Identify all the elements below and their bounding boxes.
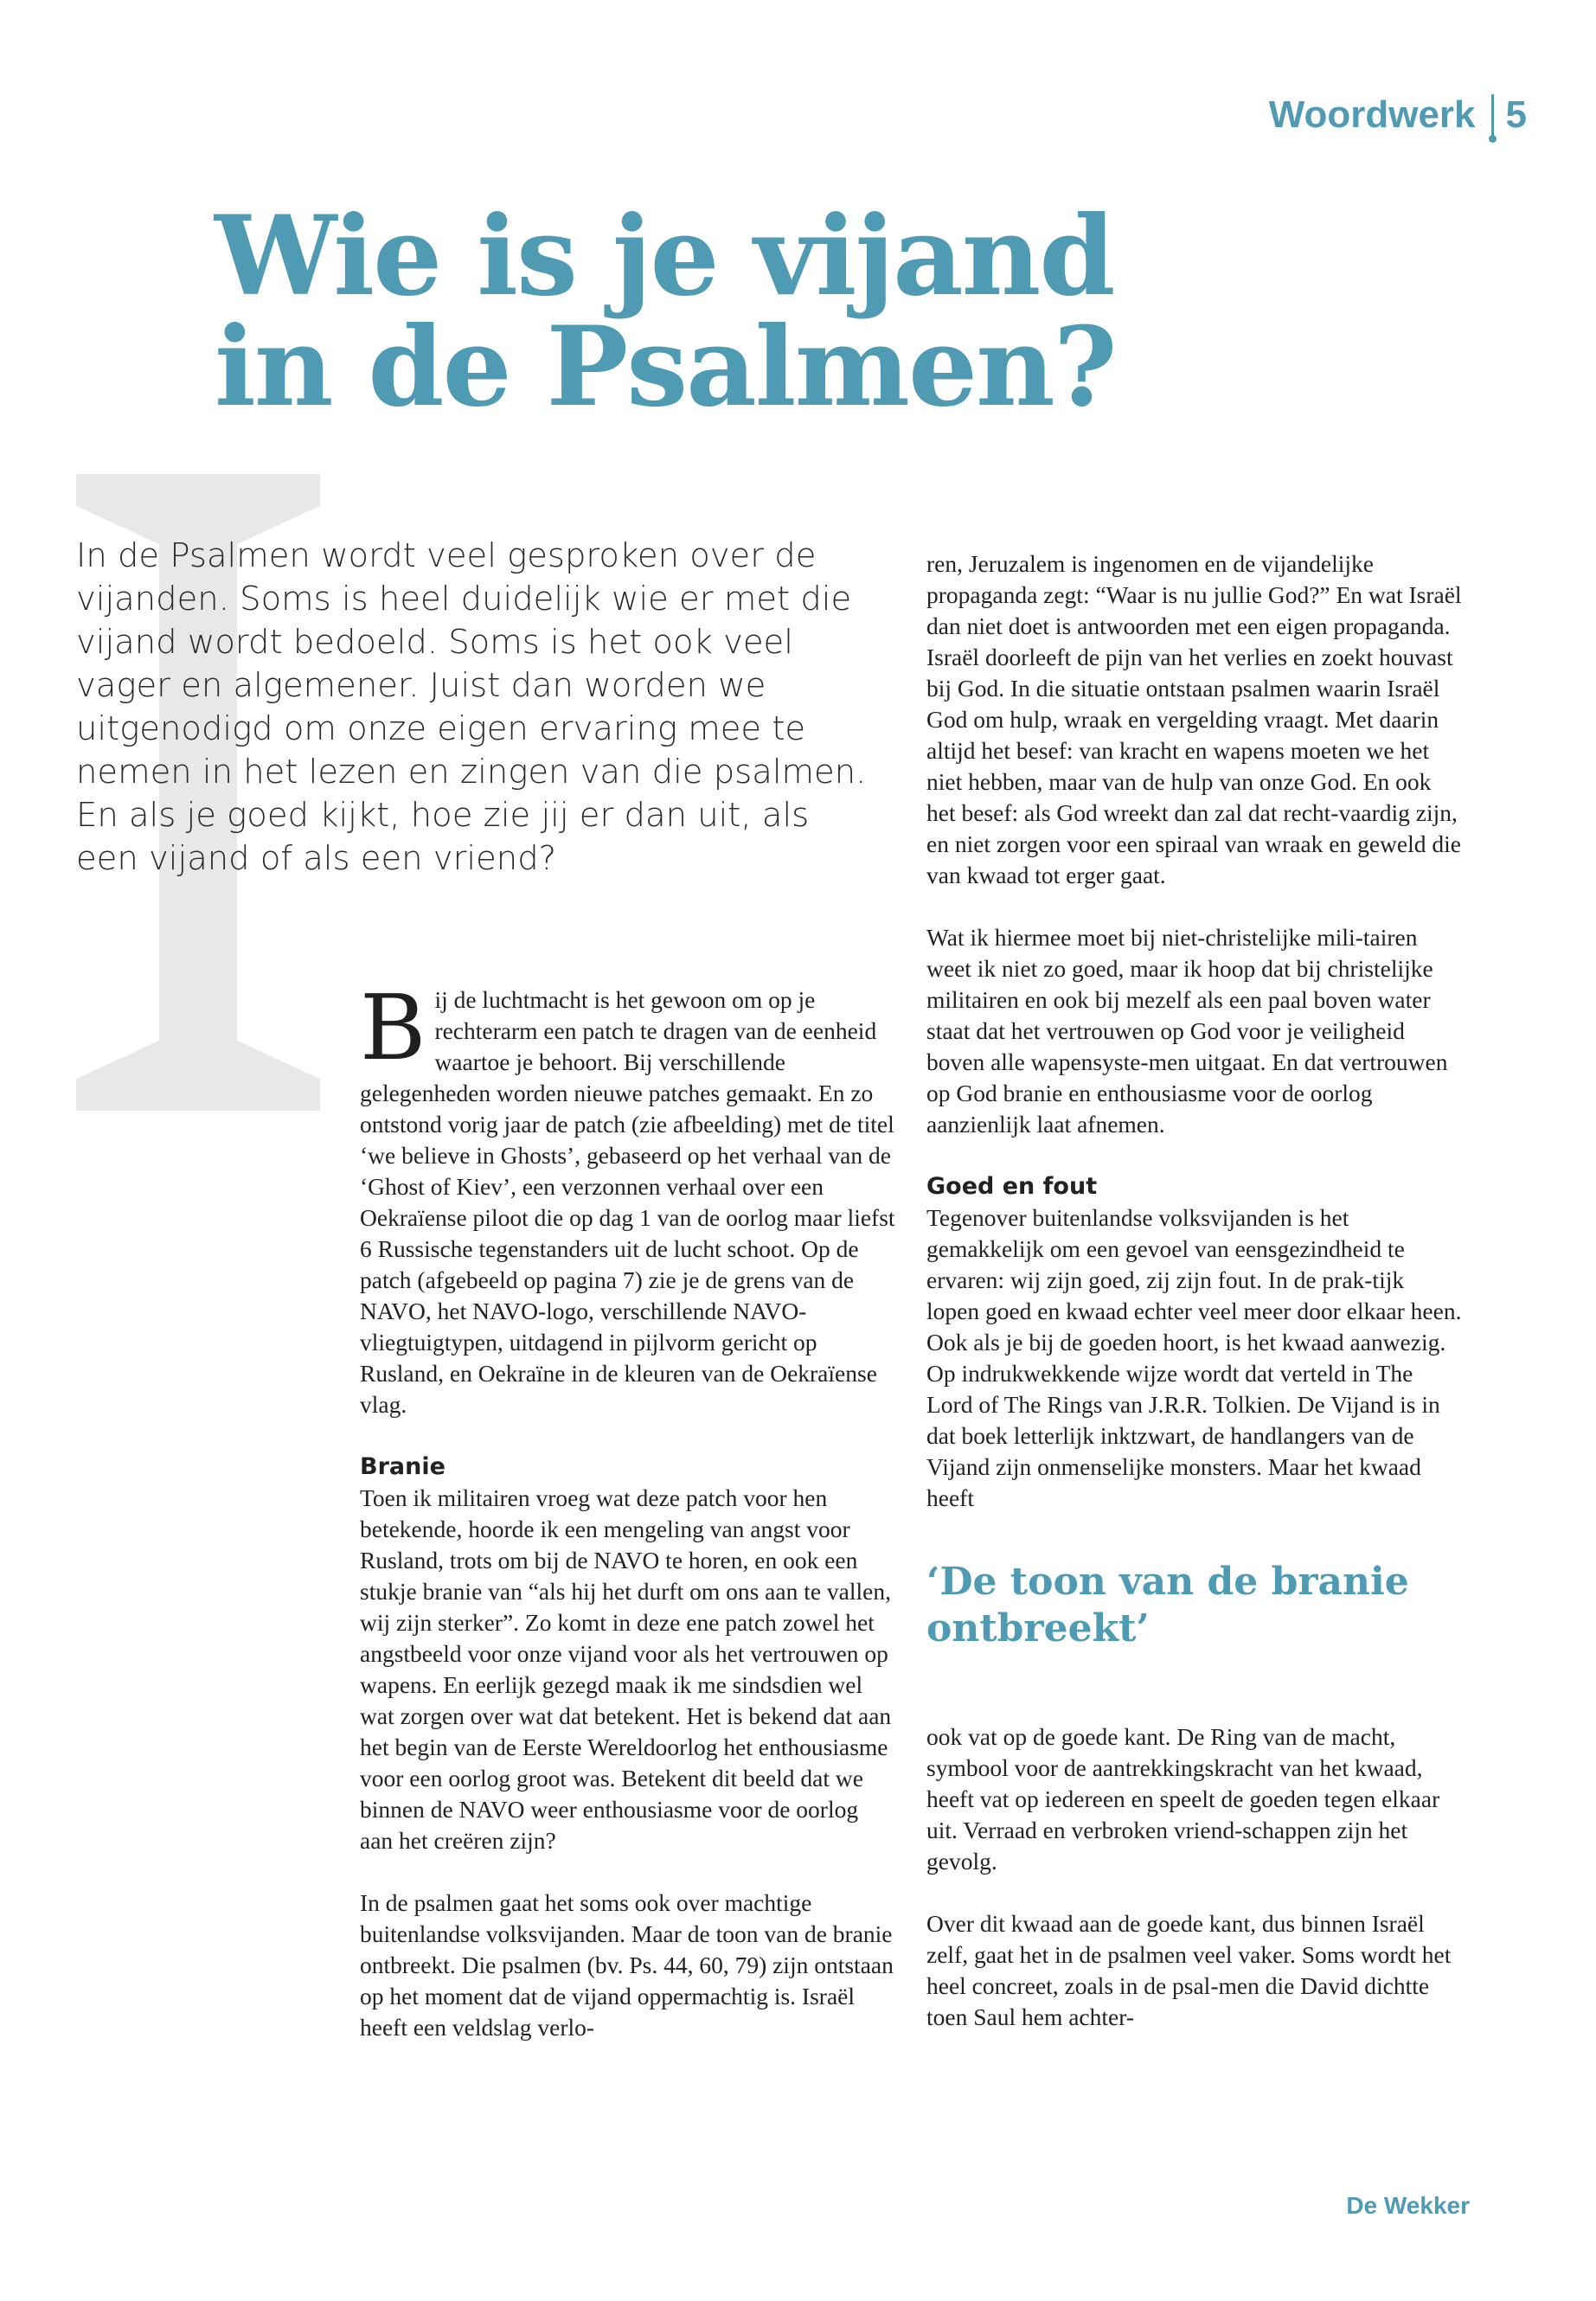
section-name: Woordwerk (1268, 93, 1476, 136)
paragraph: ook vat op de goede kant. De Ring van de macht, symbool voor de aantrekkingskracht van het kwaad, heeft vat op iedereen en speelt de goeden tegen elkaar uit. Verraad en verbroken vriend-schappen zijn het gevolg. (926, 1723, 1440, 1875)
article-title: Wie is je vijand in de Psalmen? (215, 192, 1116, 431)
paragraph (360, 975, 896, 1420)
page-number: 5 (1505, 93, 1527, 136)
subhead-branie: Branie (360, 1453, 445, 1480)
paragraph: Over dit kwaad aan de goede kant, dus binnen Israël zelf, gaat het in de psalmen veel vaker. Soms wordt het heel concreet, zoals in de psal-men die David dichtte toen Saul hem achter- (926, 1910, 1452, 2030)
paragraph-text: ij de luchtmacht is het gewoon om op je rechterarm een patch te dragen van de eenheid waartoe je behoort. Bij verschillende gelegenheden worden nieuwe patches gemaakt. En zo ontstond vorig jaar de patch (zie afbeelding) met de titel ‘we believe in Ghosts’, gebaseerd op het verhaal van de ‘Ghost of Kiev’, een verzonnen verhaal over een Oekraïense piloot die op dag 1 van de oorlog maar liefst 6 Russische tegenstanders uit de lucht schoot. Op de patch (afgebeeld op pagina 7) zie je de grens van de NAVO, het NAVO-logo, verschillende NAVO-vliegtuigtypen, uitdagend in pijlvorm gericht op Rusland, en Oekraïne in de kleuren van de Oekraïense vlag. (360, 986, 895, 1418)
paragraph: Tegenover buitenlandse volksvijanden is het gemakkelijk om een gevoel van eensgezindheid te ervaren: wij zijn goed, zij zijn fout. In de prak-tijk lopen goed en kwaad echter veel meer door elkaar heen. Ook als je bij de goeden hoort, is het kwaad aanwezig. Op indrukwekkende wijze wordt dat verteld in The Lord of The Rings van J.R.R. Tolkien. De Vijand is in dat boek letterlijk inktzwart, de handlangers van de Vijand zijn onmenselijke monsters. Maar het kwaad heeft (926, 1204, 1462, 1511)
header-divider (1491, 94, 1494, 136)
page-header (1269, 93, 1527, 137)
publication-name: De Wekker (1346, 2192, 1470, 2219)
pull-quote: ‘De toon van de branie ontbreekt’ (926, 1560, 1409, 1650)
subhead-goed-en-fout: Goed en fout (926, 1173, 1098, 1200)
paragraph: Wat ik hiermee moet bij niet-christelijke mili-tairen weet ik niet zo goed, maar ik hoop dat bij christelijke militairen en ook bij mezelf als een paal boven water staat dat het vertrouwen op God voor je veiligheid boven alle wapensyste-men uitgaat. En dat vertrouwen op God branie en enthousiasme voor de oorlog aanzienlijk laat afnemen. (926, 924, 1448, 1138)
right-column (926, 548, 1463, 2064)
paragraph: In de psalmen gaat het soms ook over machtige buitenlandse volksvijanden. Maar de toon van de branie ontbreekt. Die psalmen (bv. Ps. 44, 60, 79) zijn ontstaan op het moment dat de vijand oppermachtig is. Israël heeft een veldslag verlo- (360, 1889, 894, 2041)
left-column (360, 975, 896, 2074)
paragraph: Toen ik militairen vroeg wat deze patch voor hen betekende, hoorde ik een mengeling van angst voor Rusland, trots om bij de NAVO te horen, en ook een stukje branie van “als hij het durft om ons aan te vallen, wij zijn sterker”. Zo komt in deze ene patch zowel het angstbeeld voor onze vijand voor als het vertrouwen op wapens. En eerlijk gezegd maak ik me sindsdien wel wat zorgen over wat dat betekent. Het is bekend dat aan het begin van de Eerste Wereldoorlog het enthousiasme voor een oorlog groot was. Betekent dit beeld dat we binnen de NAVO weer enthousiasme voor de oorlog aan het creëren zijn? (360, 1484, 892, 1854)
paragraph: ren, Jeruzalem is ingenomen en de vijandelijke propaganda zegt: “Waar is nu jullie God?” En wat Israël dan niet doet is antwoorden met een eigen propaganda. Israël doorleeft de pijn van het verlies en zoekt houvast bij God. In die situatie ontstaan psalmen waarin Israël God om hulp, wraak en vergelding vraagt. Met daarin altijd het besef: van kracht en wapens moeten we het niet hebben, maar van de hulp van onze God. En ook het besef: als God wreekt dan zal dat recht-vaardig zijn, en niet zorgen voor een spiraal van wraak en geweld die van kwaad tot erger gaat. (926, 550, 1462, 888)
intro-paragraph: In de Psalmen wordt veel gesproken over de vijanden. Soms is heel duidelijk wie er met die vijand wordt bedoeld. Soms is het ook veel vager en algemener. Juist dan worden we uitgenodigd om onze eigen ervaring mee te nemen in het lezen en zingen van die psalmen. En als je goed kijkt, hoe zie jij er dan uit, als een vijand of als een vriend? (76, 536, 867, 878)
drop-cap: B (360, 975, 426, 1080)
